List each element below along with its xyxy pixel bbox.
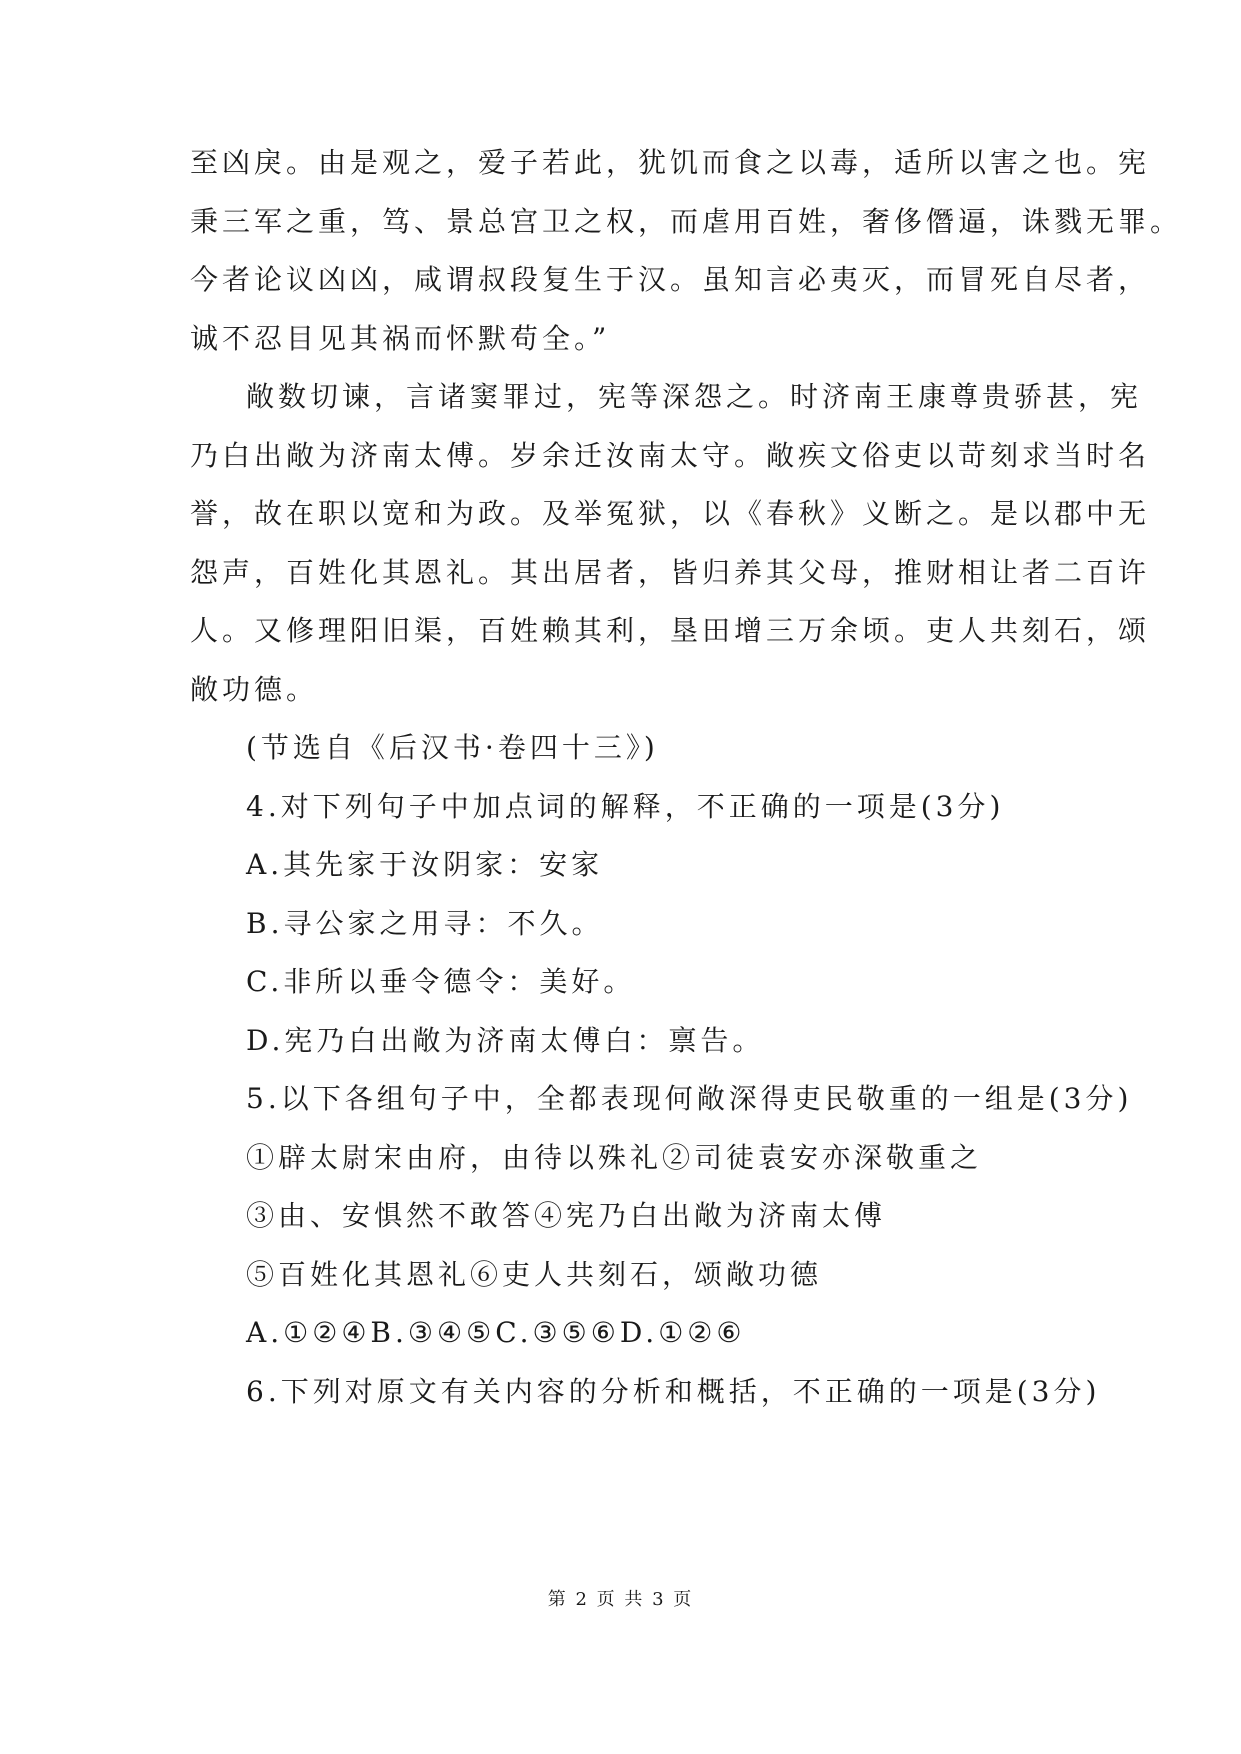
question-5-item-2: ③由、安惧然不敢答④宪乃白出敞为济南太傅 bbox=[246, 1199, 887, 1232]
paragraph-2-line-2: 乃白出敞为济南太傅。岁余迁汝南太守。敞疾文俗吏以苛刻求当时名 bbox=[190, 439, 1151, 472]
paragraph-1-line-4: 诚不忍目见其祸而怀默苟全。” bbox=[190, 322, 611, 355]
question-6-stem: 6.下列对原文有关内容的分析和概括，不正确的一项是(3分) bbox=[246, 1375, 1101, 1408]
paragraph-2-line-4: 怨声，百姓化其恩礼。其出居者，皆归养其父母，推财相让者二百许 bbox=[190, 556, 1151, 589]
paragraph-2-line-5: 人。又修理阳旧渠，百姓赖其利，垦田增三万余顷。吏人共刻石，颂 bbox=[190, 614, 1151, 647]
paragraph-1-line-1: 至凶戾。由是观之，爱子若此，犹饥而食之以毒，适所以害之也。宪 bbox=[190, 146, 1151, 179]
question-4-option-a: A.其先家于汝阴家：安家 bbox=[246, 848, 604, 881]
paragraph-1-line-3: 今者论议凶凶，咸谓叔段复生于汉。虽知言必夷灭，而冒死自尽者， bbox=[190, 263, 1151, 296]
question-5-item-1: ①辟太尉宋由府，由待以殊礼②司徒袁安亦深敬重之 bbox=[246, 1141, 983, 1174]
page-number-footer: 第 2 页 共 3 页 bbox=[547, 1589, 694, 1610]
paragraph-2-line-3: 誉，故在职以宽和为政。及举冤狱，以《春秋》义断之。是以郡中无 bbox=[190, 497, 1151, 530]
paragraph-2-line-1: 敞数切谏，言诸窦罪过，宪等深怨之。时济南王康尊贵骄甚，宪 bbox=[246, 380, 1143, 413]
question-5-item-3: ⑤百姓化其恩礼⑥吏人共刻石，颂敞功德 bbox=[246, 1258, 823, 1291]
question-5-options: A.①②④B.③④⑤C.③⑤⑥D.①②⑥ bbox=[246, 1316, 746, 1349]
question-5-stem: 5.以下各组句子中，全都表现何敞深得吏民敬重的一组是(3分) bbox=[246, 1082, 1133, 1115]
question-4-option-c: C.非所以垂令德令：美好。 bbox=[246, 965, 636, 998]
paragraph-1-line-2: 秉三军之重，笃、景总宫卫之权，而虐用百姓，奢侈僭逼，诛戮无罪。 bbox=[190, 205, 1183, 238]
question-4-stem: 4.对下列句子中加点词的解释，不正确的一项是(3分) bbox=[246, 790, 1005, 823]
question-4-option-b: B.寻公家之用寻：不久。 bbox=[246, 907, 604, 940]
source-note: (节选自《后汉书·卷四十三》) bbox=[246, 731, 659, 764]
paragraph-2-line-6: 敞功德。 bbox=[190, 673, 319, 706]
question-4-option-d: D.宪乃白出敞为济南太傅白：禀告。 bbox=[246, 1024, 765, 1057]
